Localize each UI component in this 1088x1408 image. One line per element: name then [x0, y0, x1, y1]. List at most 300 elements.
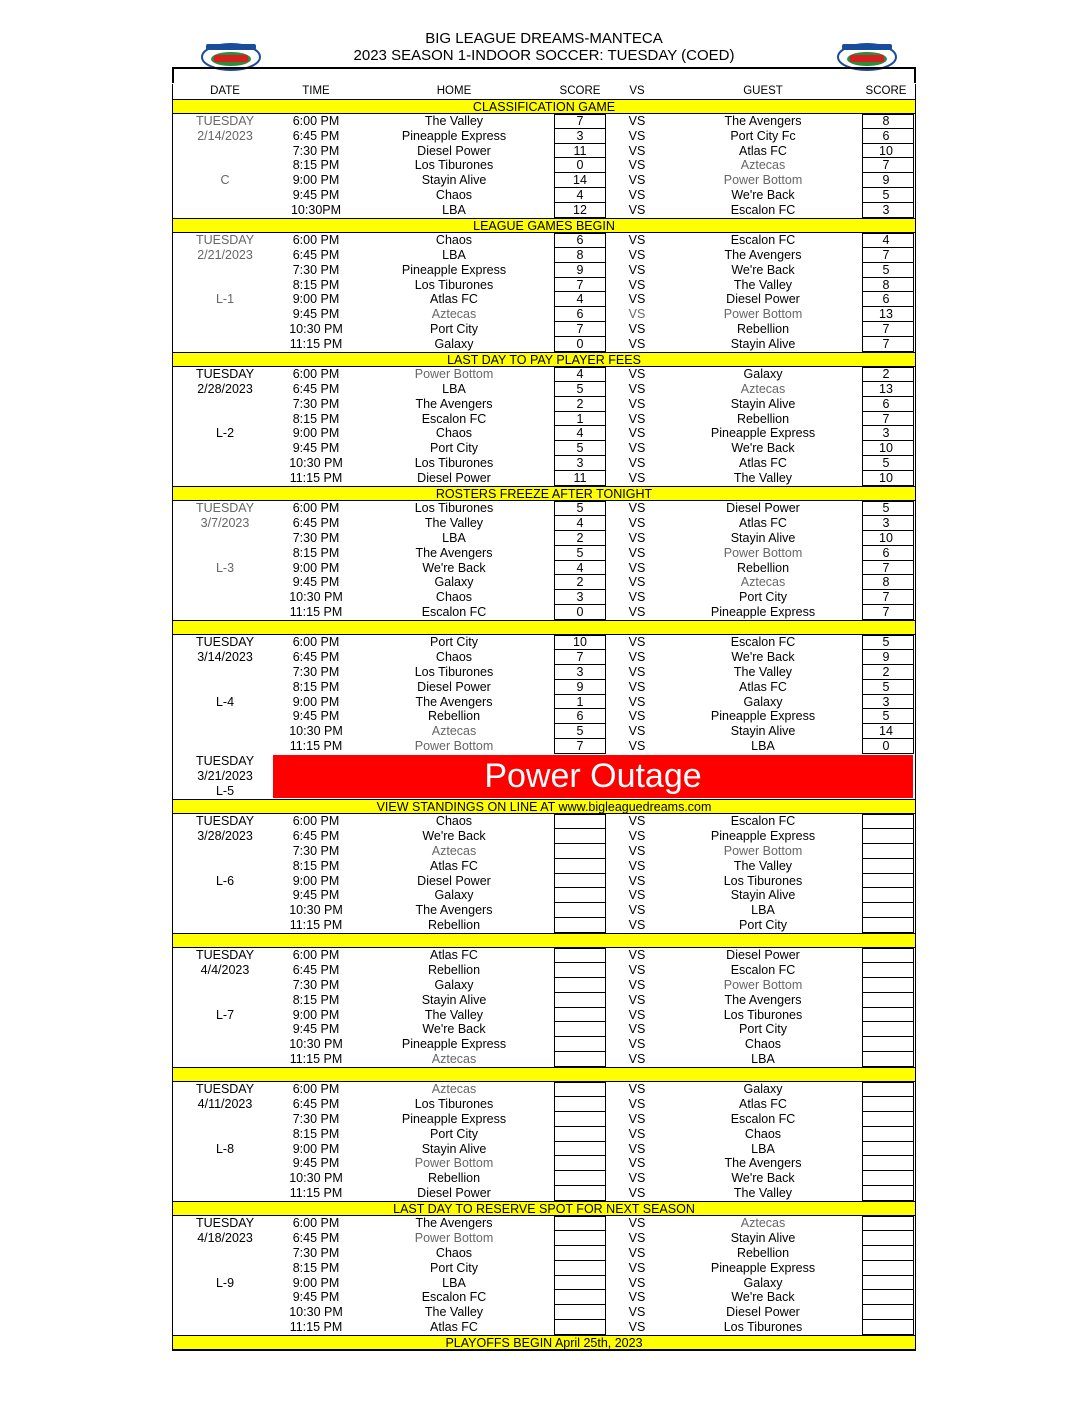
- guest-team: Pineapple Express: [710, 1260, 816, 1275]
- guest-team: Rebellion: [736, 560, 790, 575]
- guest-score: 7: [882, 247, 890, 262]
- home-score: [553, 888, 607, 903]
- guest-team: Pineapple Express: [710, 828, 816, 843]
- home-score: 7: [576, 739, 584, 754]
- guest-team: We're Back: [731, 262, 795, 277]
- game-time: 6:45 PM: [292, 649, 340, 664]
- game-time: 9:00 PM: [292, 426, 340, 441]
- guest-team: Rebellion: [736, 411, 790, 426]
- guest-score: 4: [882, 232, 890, 247]
- home-team: Pineapple Express: [401, 1037, 507, 1052]
- game-row: [173, 814, 915, 829]
- week-code: L-6: [215, 873, 235, 888]
- home-team: LBA: [442, 1275, 466, 1290]
- vs-label: VS: [628, 813, 646, 828]
- home-score: 5: [576, 500, 584, 515]
- home-team: Los Tiburones: [414, 158, 494, 173]
- home-score: 4: [576, 560, 584, 575]
- column-header-time: TIME: [302, 85, 330, 97]
- guest-team: Galaxy: [743, 1082, 783, 1096]
- home-score: 1: [576, 694, 584, 709]
- guest-team: The Valley: [733, 858, 793, 873]
- home-score: 4: [576, 292, 584, 307]
- home-score: 2: [576, 575, 584, 590]
- vs-label: VS: [628, 441, 646, 456]
- vs-label: VS: [628, 694, 646, 709]
- home-score: [553, 1305, 607, 1320]
- guest-score: 7: [882, 590, 890, 605]
- guest-score: 5: [882, 188, 890, 203]
- home-team: The Avengers: [415, 1216, 493, 1231]
- game-time: 6:00 PM: [292, 113, 340, 128]
- game-row: [173, 1290, 915, 1305]
- guest-team: Diesel Power: [726, 947, 800, 962]
- guest-score: 7: [882, 411, 890, 426]
- week-code: L-7: [215, 1007, 235, 1022]
- schedule-weeks-1-4: [173, 99, 915, 754]
- vs-label: VS: [628, 1171, 646, 1186]
- guest-score: [859, 1097, 913, 1112]
- guest-score: 10: [879, 471, 893, 486]
- home-team: Chaos: [435, 188, 473, 203]
- home-team: Diesel Power: [417, 1186, 491, 1201]
- vs-label: VS: [628, 426, 646, 441]
- game-row: [173, 188, 915, 203]
- home-score: [553, 1156, 607, 1171]
- game-row: [173, 501, 915, 516]
- vs-label: VS: [628, 709, 646, 724]
- vs-label: VS: [628, 739, 646, 754]
- guest-team: Power Bottom: [723, 545, 803, 560]
- game-time: 9:00 PM: [292, 694, 340, 709]
- home-score: 14: [573, 173, 587, 188]
- guest-score: 8: [882, 277, 890, 292]
- home-score: 2: [576, 396, 584, 411]
- vs-label: VS: [628, 203, 646, 218]
- vs-label: VS: [628, 664, 646, 679]
- game-time: 11:15 PM: [289, 471, 343, 486]
- vs-label: VS: [628, 381, 646, 396]
- game-row: [173, 829, 915, 844]
- guest-score: 3: [882, 694, 890, 709]
- game-row: [173, 397, 915, 412]
- power-outage-banner: Power Outage: [273, 755, 913, 798]
- guest-team: We're Back: [731, 1290, 795, 1305]
- guest-score: [859, 1231, 913, 1246]
- game-time: 6:45 PM: [292, 962, 340, 977]
- outage-date-cell: [173, 754, 277, 799]
- home-team: Chaos: [435, 649, 473, 664]
- game-row: [173, 441, 915, 456]
- guest-score: 2: [882, 664, 890, 679]
- guest-score: 13: [879, 381, 893, 396]
- guest-team: Los Tiburones: [723, 1320, 803, 1335]
- home-team: Port City: [430, 634, 478, 649]
- home-score: 6: [576, 232, 584, 247]
- game-row: [173, 1231, 915, 1246]
- game-time: 7:30 PM: [292, 664, 340, 679]
- home-team: Escalon FC: [421, 605, 487, 620]
- guest-score: [859, 903, 913, 918]
- week-code: L-1: [215, 292, 235, 307]
- home-team: Atlas FC: [430, 292, 478, 307]
- guest-team: Escalon FC: [730, 232, 796, 247]
- guest-team: We're Back: [731, 649, 795, 664]
- game-time: 6:00 PM: [292, 232, 340, 247]
- vs-label: VS: [628, 634, 646, 649]
- guest-score: [859, 1186, 913, 1201]
- home-score: [553, 1082, 607, 1097]
- game-time: 9:45 PM: [292, 1022, 340, 1037]
- game-row: [173, 978, 915, 993]
- guest-score: [859, 993, 913, 1008]
- home-team: Los Tiburones: [414, 500, 494, 515]
- home-team: Los Tiburones: [414, 277, 494, 292]
- week-separator: [173, 933, 915, 948]
- game-row: [173, 1082, 915, 1097]
- guest-score: 5: [882, 679, 890, 694]
- guest-team: Stayin Alive: [730, 530, 796, 545]
- guest-score: 10: [879, 530, 893, 545]
- vs-label: VS: [628, 411, 646, 426]
- home-score: 6: [576, 709, 584, 724]
- outage-date: 3/21/2023: [197, 769, 253, 784]
- game-time: 7:30 PM: [292, 977, 340, 992]
- home-team: Galaxy: [434, 575, 474, 590]
- guest-team: Diesel Power: [726, 1305, 800, 1320]
- home-score: 9: [576, 679, 584, 694]
- game-time: 9:45 PM: [292, 888, 340, 903]
- game-time: 8:15 PM: [292, 411, 340, 426]
- vs-label: VS: [628, 605, 646, 620]
- game-row: [173, 531, 915, 546]
- guest-team: The Valley: [733, 664, 793, 679]
- vs-label: VS: [628, 1216, 646, 1231]
- vs-label: VS: [628, 843, 646, 858]
- vs-label: VS: [628, 471, 646, 486]
- home-team: Escalon FC: [421, 1290, 487, 1305]
- game-row: [173, 292, 915, 307]
- home-team: Stayin Alive: [421, 173, 487, 188]
- home-team: Atlas FC: [430, 858, 478, 873]
- game-time: 8:15 PM: [292, 158, 340, 173]
- game-time: 10:30 PM: [289, 1171, 343, 1186]
- guest-score: [859, 1127, 913, 1142]
- week-separator: [173, 620, 915, 635]
- guest-team: Escalon FC: [730, 962, 796, 977]
- week-day: TUESDAY: [195, 500, 255, 515]
- guest-team: Stayin Alive: [730, 337, 796, 352]
- power-outage-row: [173, 754, 915, 799]
- game-time: 9:00 PM: [292, 1141, 340, 1156]
- playoffs-banner: PLAYOFFS BEGIN April 25th, 2023: [173, 1335, 915, 1350]
- game-time: 6:45 PM: [292, 381, 340, 396]
- home-team: Galaxy: [434, 888, 474, 903]
- guest-team: Aztecas: [740, 575, 786, 590]
- vs-label: VS: [628, 679, 646, 694]
- week-code: L-2: [215, 426, 235, 441]
- guest-score: [859, 1156, 913, 1171]
- column-header-row: [173, 84, 915, 99]
- game-row: [173, 1216, 915, 1231]
- guest-team: Escalon FC: [730, 203, 796, 218]
- home-score: [553, 1261, 607, 1276]
- guest-team: Power Bottom: [723, 173, 803, 188]
- home-score: 10: [573, 634, 587, 649]
- week-code: L-4: [215, 694, 235, 709]
- guest-team: Escalon FC: [730, 634, 796, 649]
- home-score: 11: [573, 471, 587, 486]
- vs-label: VS: [628, 1230, 646, 1245]
- guest-team: Galaxy: [743, 1275, 783, 1290]
- game-time: 10:30 PM: [289, 1037, 343, 1052]
- outage-code: L-5: [215, 784, 235, 799]
- guest-team: Port City Fc: [730, 128, 796, 143]
- vs-label: VS: [628, 947, 646, 962]
- page-title: BIG LEAGUE DREAMS-MANTECA: [425, 30, 663, 47]
- home-team: The Valley: [424, 1007, 484, 1022]
- home-team: Power Bottom: [414, 739, 494, 754]
- home-score: [553, 1186, 607, 1201]
- guest-score: 5: [882, 634, 890, 649]
- game-time: 7:30 PM: [292, 262, 340, 277]
- game-time: 10:30 PM: [289, 903, 343, 918]
- home-team: Power Bottom: [414, 366, 494, 381]
- home-score: [553, 978, 607, 993]
- guest-score: 6: [882, 396, 890, 411]
- vs-label: VS: [628, 515, 646, 530]
- game-time: 9:45 PM: [292, 709, 340, 724]
- column-header-guest: GUEST: [743, 85, 783, 97]
- home-team: Port City: [430, 1126, 478, 1141]
- home-score: 4: [576, 426, 584, 441]
- vs-label: VS: [628, 649, 646, 664]
- guest-team: Stayin Alive: [730, 396, 796, 411]
- column-header-vs: VS: [629, 85, 645, 97]
- game-time: 8:15 PM: [292, 1260, 340, 1275]
- game-time: 6:00 PM: [292, 1216, 340, 1231]
- week-code: L-3: [215, 560, 235, 575]
- game-row: [173, 575, 915, 590]
- game-time: 6:45 PM: [292, 515, 340, 530]
- vs-label: VS: [628, 143, 646, 158]
- guest-score: 9: [882, 649, 890, 664]
- game-time: 6:45 PM: [292, 1230, 340, 1245]
- home-score: [553, 859, 607, 874]
- guest-score: [859, 874, 913, 889]
- guest-score: 13: [879, 307, 893, 322]
- game-time: 9:45 PM: [292, 441, 340, 456]
- vs-label: VS: [628, 575, 646, 590]
- guest-score: [859, 844, 913, 859]
- vs-label: VS: [628, 1022, 646, 1037]
- guest-team: Atlas FC: [739, 679, 787, 694]
- guest-score: 5: [882, 262, 890, 277]
- guest-team: Atlas FC: [739, 143, 787, 158]
- column-header-home: HOME: [436, 85, 472, 97]
- home-team: Diesel Power: [417, 143, 491, 158]
- week-date: 3/28/2023: [197, 828, 253, 843]
- vs-label: VS: [628, 903, 646, 918]
- home-team: We're Back: [422, 828, 486, 843]
- game-time: 11:15 PM: [289, 605, 343, 620]
- guest-score: [859, 829, 913, 844]
- guest-team: LBA: [751, 903, 775, 918]
- vs-label: VS: [628, 1126, 646, 1141]
- home-team: Los Tiburones: [414, 1096, 494, 1111]
- home-score: [553, 1246, 607, 1261]
- guest-team: The Valley: [733, 277, 793, 292]
- home-score: [553, 814, 607, 829]
- guest-score: 8: [882, 575, 890, 590]
- game-row: [173, 1156, 915, 1171]
- guest-team: We're Back: [731, 188, 795, 203]
- game-time: 9:45 PM: [292, 1290, 340, 1305]
- game-time: 11:15 PM: [289, 1320, 343, 1335]
- vs-label: VS: [628, 873, 646, 888]
- home-score: 5: [576, 381, 584, 396]
- guest-score: 6: [882, 128, 890, 143]
- week-day: TUESDAY: [195, 1082, 255, 1096]
- game-time: 8:15 PM: [292, 545, 340, 560]
- game-row: [173, 739, 915, 754]
- home-score: 3: [576, 128, 584, 143]
- vs-label: VS: [628, 173, 646, 188]
- guest-team: The Avengers: [724, 113, 802, 128]
- schedule-table: [172, 84, 916, 1351]
- guest-score: [859, 1246, 913, 1261]
- home-team: Galaxy: [434, 337, 474, 352]
- guest-score: 6: [882, 545, 890, 560]
- guest-score: 5: [882, 709, 890, 724]
- week-code: C: [220, 173, 230, 188]
- column-header-guest-score: SCORE: [865, 85, 907, 97]
- vs-label: VS: [628, 188, 646, 203]
- home-team: Atlas FC: [430, 947, 478, 962]
- guest-score: 5: [882, 500, 890, 515]
- game-row: [173, 1112, 915, 1127]
- guest-team: Port City: [739, 1022, 787, 1037]
- home-team: We're Back: [422, 560, 486, 575]
- home-team: Rebellion: [427, 962, 481, 977]
- vs-label: VS: [628, 247, 646, 262]
- guest-score: [859, 1305, 913, 1320]
- vs-label: VS: [628, 322, 646, 337]
- game-time: 8:15 PM: [292, 858, 340, 873]
- vs-label: VS: [628, 545, 646, 560]
- game-row: [173, 173, 915, 188]
- game-row: [173, 546, 915, 561]
- guest-team: Chaos: [744, 1037, 782, 1052]
- home-team: Atlas FC: [430, 1320, 478, 1335]
- game-row: [173, 1127, 915, 1142]
- home-score: 5: [576, 545, 584, 560]
- game-row: [173, 993, 915, 1008]
- game-time: 10:30 PM: [289, 724, 343, 739]
- guest-score: [859, 1008, 913, 1023]
- home-score: 5: [576, 441, 584, 456]
- guest-score: [859, 859, 913, 874]
- game-time: 7:30 PM: [292, 396, 340, 411]
- guest-team: Power Bottom: [723, 843, 803, 858]
- home-team: Aztecas: [431, 843, 477, 858]
- guest-team: Stayin Alive: [730, 1230, 796, 1245]
- vs-label: VS: [628, 262, 646, 277]
- game-time: 6:45 PM: [292, 828, 340, 843]
- home-team: Rebellion: [427, 918, 481, 933]
- guest-score: 7: [882, 337, 890, 352]
- column-header-home-score: SCORE: [559, 85, 601, 97]
- game-time: 6:00 PM: [292, 813, 340, 828]
- home-score: [553, 903, 607, 918]
- vs-label: VS: [628, 560, 646, 575]
- game-time: 8:15 PM: [292, 679, 340, 694]
- home-team: Escalon FC: [421, 411, 487, 426]
- home-score: [553, 963, 607, 978]
- vs-label: VS: [628, 918, 646, 933]
- home-team: LBA: [442, 381, 466, 396]
- guest-score: 0: [882, 739, 890, 754]
- game-row: [173, 650, 915, 665]
- guest-team: Port City: [739, 590, 787, 605]
- home-team: Chaos: [435, 1245, 473, 1260]
- game-row: [173, 307, 915, 322]
- home-score: [553, 1037, 607, 1052]
- home-score: 0: [576, 158, 584, 173]
- vs-label: VS: [628, 113, 646, 128]
- game-time: 6:00 PM: [292, 947, 340, 962]
- vs-label: VS: [628, 128, 646, 143]
- home-team: The Valley: [424, 515, 484, 530]
- guest-score: [859, 1022, 913, 1037]
- home-score: [553, 1127, 607, 1142]
- guest-score: 10: [879, 143, 893, 158]
- vs-label: VS: [628, 858, 646, 873]
- home-team: Port City: [430, 441, 478, 456]
- home-team: Chaos: [435, 426, 473, 441]
- home-team: Los Tiburones: [414, 456, 494, 471]
- home-score: [553, 1231, 607, 1246]
- home-score: [553, 948, 607, 963]
- home-score: [553, 1276, 607, 1291]
- guest-team: The Valley: [733, 1186, 793, 1201]
- vs-label: VS: [628, 1156, 646, 1171]
- game-row: [173, 426, 915, 441]
- home-score: 3: [576, 664, 584, 679]
- guest-team: Stayin Alive: [730, 888, 796, 903]
- guest-team: The Avengers: [724, 1156, 802, 1171]
- game-row: [173, 114, 915, 129]
- game-time: 8:15 PM: [292, 992, 340, 1007]
- game-row: [173, 144, 915, 159]
- home-team: The Avengers: [415, 694, 493, 709]
- week-date: 4/18/2023: [197, 1230, 253, 1245]
- home-score: [553, 1112, 607, 1127]
- game-row: [173, 337, 915, 352]
- guest-score: 2: [882, 366, 890, 381]
- game-row: [173, 680, 915, 695]
- home-team: Port City: [430, 1260, 478, 1275]
- home-score: [553, 1142, 607, 1157]
- home-score: [553, 1008, 607, 1023]
- guest-score: [859, 1171, 913, 1186]
- guest-score: [859, 814, 913, 829]
- week-code: L-9: [215, 1275, 235, 1290]
- home-team: The Valley: [424, 113, 484, 128]
- home-score: 4: [576, 366, 584, 381]
- home-score: 12: [573, 203, 587, 218]
- game-row: [173, 456, 915, 471]
